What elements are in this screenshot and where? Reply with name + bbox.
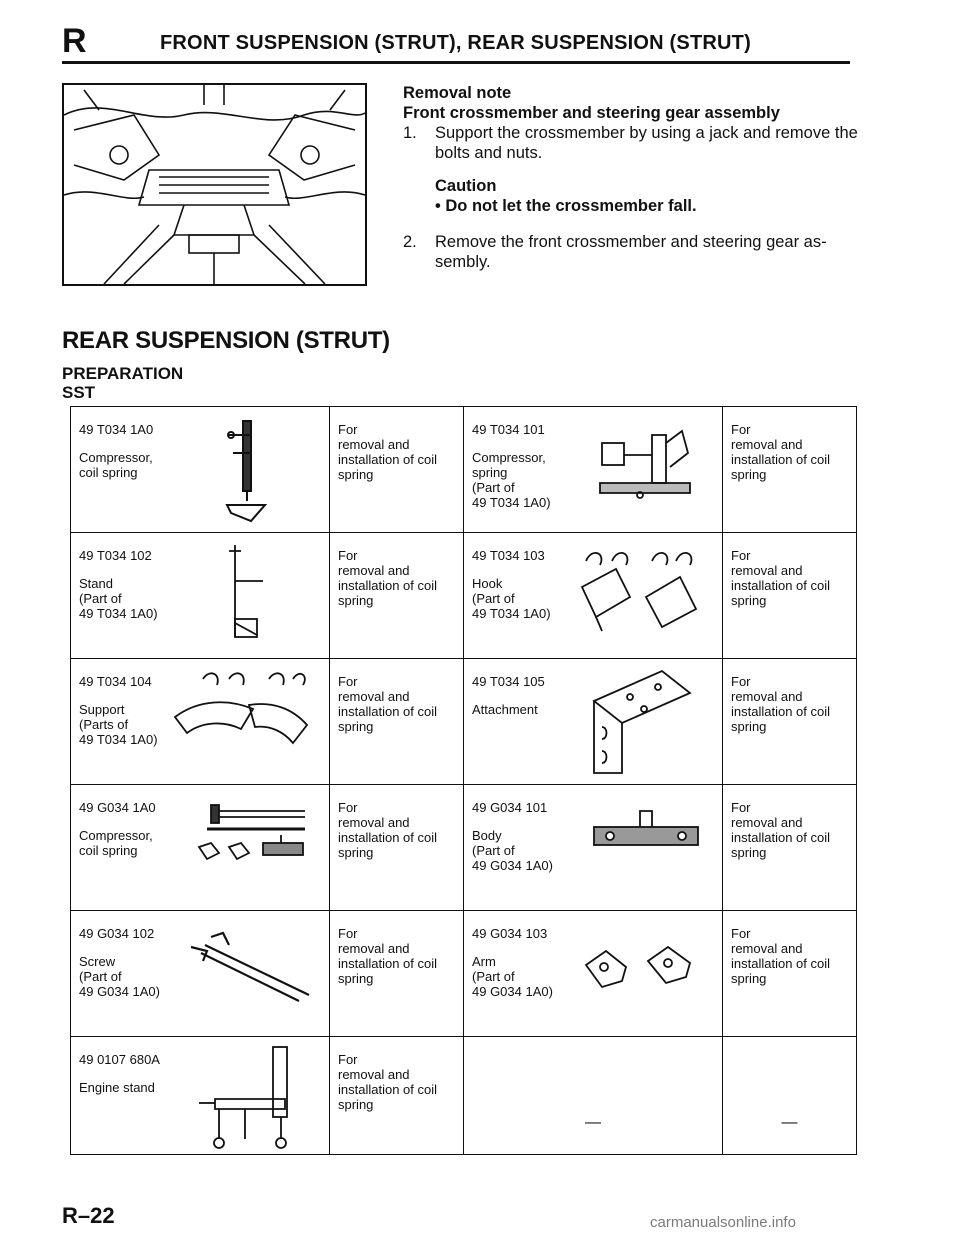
table-row xyxy=(71,1037,857,1155)
removal-step xyxy=(403,232,863,272)
use-cell xyxy=(330,407,464,533)
tool-description: Compressor, coil spring xyxy=(79,828,153,858)
tool-use: For removal and installation of coil spring xyxy=(338,674,437,734)
tool-cell xyxy=(71,407,330,533)
part-number: 49 T034 103 xyxy=(472,548,545,563)
tool-use: For removal and installation of coil spring xyxy=(731,800,830,860)
part-number: 49 T034 105 xyxy=(472,674,545,689)
part-number: 49 T034 104 xyxy=(79,674,152,689)
tool-use: For removal and installation of coil spring xyxy=(731,926,830,986)
use-cell xyxy=(723,533,857,659)
tool-use: For removal and installation of coil spring xyxy=(731,422,830,482)
tool-description: Screw (Part of 49 G034 1A0) xyxy=(79,954,160,999)
crossmember-jack-illustration xyxy=(62,83,367,286)
caution-item: • Do not let the crossmember fall. xyxy=(435,197,697,215)
tool-cell xyxy=(71,785,330,911)
use-cell xyxy=(330,533,464,659)
tool-use: For removal and installation of coil spring xyxy=(338,422,437,482)
step-number: 2. xyxy=(403,233,417,251)
table-row xyxy=(71,659,857,785)
watermark: carmanualsonline.info xyxy=(650,1214,796,1231)
tool-cell xyxy=(71,911,330,1037)
tool-description: Attachment xyxy=(472,702,538,717)
page-number: R–22 xyxy=(62,1203,115,1228)
part-number: 49 0107 680A xyxy=(79,1052,160,1067)
use-cell xyxy=(330,1037,464,1155)
part-number: 49 T034 1A0 xyxy=(79,422,154,437)
tool-use: For removal and installation of coil spring xyxy=(338,1052,437,1112)
part-number: 49 G034 103 xyxy=(472,926,548,941)
tool-cell xyxy=(71,1037,330,1155)
tool-description: Stand (Part of 49 T034 1A0) xyxy=(79,576,158,621)
tool-description: Support (Parts of 49 T034 1A0) xyxy=(79,702,158,747)
tool-description: Arm (Part of 49 G034 1A0) xyxy=(472,954,553,999)
preparation-heading xyxy=(62,364,183,402)
tool-cell xyxy=(464,785,723,911)
use-cell xyxy=(723,785,857,911)
step-number: 1. xyxy=(403,124,417,142)
sst-table xyxy=(70,406,857,1155)
tool-use: For removal and installation of coil spring xyxy=(338,548,437,608)
tool-cell xyxy=(71,533,330,659)
tool-description: Compressor, spring (Part of 49 T034 1A0) xyxy=(472,450,551,510)
tool-use: For removal and installation of coil spring xyxy=(731,548,830,608)
caution-label: Caution xyxy=(435,177,497,195)
part-number: 49 G034 101 xyxy=(472,800,548,815)
use-cell xyxy=(723,911,857,1037)
use-cell xyxy=(330,785,464,911)
section-title-rear-suspension: REAR SUSPENSION (STRUT) xyxy=(62,327,390,354)
tool-use: For removal and installation of coil spring xyxy=(338,800,437,860)
tool-description: Engine stand xyxy=(79,1080,155,1095)
part-number: 49 T034 102 xyxy=(79,548,152,563)
use-cell xyxy=(723,659,857,785)
removal-step xyxy=(403,123,863,163)
part-number: 49 T034 101 xyxy=(472,422,545,437)
section-letter: R xyxy=(62,22,87,60)
tool-cell xyxy=(464,911,723,1037)
part-number: 49 G034 102 xyxy=(79,926,155,941)
sst-label: SST xyxy=(62,383,96,402)
step-text: Support the crossmember by using a jack and remove the bolts and nuts. xyxy=(435,124,858,162)
step-text: Remove the front crossmember and steering gear as- sembly. xyxy=(435,233,827,271)
table-row xyxy=(71,911,857,1037)
use-cell xyxy=(723,407,857,533)
tool-use: For removal and installation of coil spring xyxy=(338,926,437,986)
preparation-label: PREPARATION xyxy=(62,364,184,383)
tool-cell xyxy=(464,407,723,533)
dash: — xyxy=(781,1113,798,1131)
tool-description: Hook (Part of 49 T034 1A0) xyxy=(472,576,551,621)
table-row xyxy=(71,407,857,533)
header-rule xyxy=(62,61,850,64)
empty-use-cell xyxy=(723,1037,857,1155)
dash: — xyxy=(585,1113,601,1131)
use-cell xyxy=(330,911,464,1037)
part-number: 49 G034 1A0 xyxy=(79,800,156,815)
tool-description: Compressor, coil spring xyxy=(79,450,153,480)
page-header-title: FRONT SUSPENSION (STRUT), REAR SUSPENSION (STRUT) xyxy=(160,32,751,54)
removal-note xyxy=(403,83,863,272)
tool-description: Body (Part of 49 G034 1A0) xyxy=(472,828,553,873)
tool-cell xyxy=(71,659,330,785)
tool-use: For removal and installation of coil spring xyxy=(731,674,830,734)
removal-note-subheading: Front crossmember and steering gear assembly xyxy=(403,104,780,122)
table-row xyxy=(71,785,857,911)
empty-tool-cell xyxy=(464,1037,723,1155)
crossmember-jack-drawing xyxy=(64,85,365,284)
tool-cell xyxy=(464,659,723,785)
table-row xyxy=(71,533,857,659)
tool-cell xyxy=(464,533,723,659)
removal-note-heading: Removal note xyxy=(403,84,512,102)
use-cell xyxy=(330,659,464,785)
